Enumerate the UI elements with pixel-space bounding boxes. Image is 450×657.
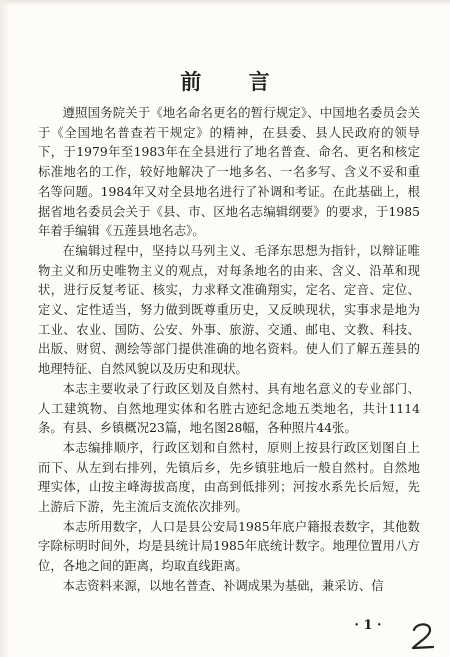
handwritten-page-mark xyxy=(408,620,438,652)
paragraph-1: 遵照国务院关于《地名命名更名的暂行规定》、中国地名委员会关于《全国地名普查若干规定》的精神，在县委、县人民政府的领导下，于1979年至1983年在全县进行了地名普查、命名、更名和核定标准地名的工作，较好地解决了一地多名、一名多写、含义不妥和重名等问题。1984年又对全县地名进行了补调和考证。在此基础上，根据省地名委员会关于《县、市、区地名志编辑纲要》的要求，于1985年着手编辑《五莲县地名志》。 xyxy=(38,106,420,239)
paragraph-4: 本志编排顺序，行政区划和自然村，原则上按县行政区划图自上而下、从左到右排列，先镇后乡，先乡镇驻地后一般自然村。自然地理实体，山按主峰海拔高度，由高到低排列；河按水系先长后短，先上游后下游，先主流后支流依次排列。 xyxy=(38,440,420,515)
paragraph-6: 本志资料来源，以地名普查、补调成果为基础，兼采访、信 xyxy=(62,578,384,593)
page-number: · 1 · xyxy=(354,618,382,633)
paragraph-5: 本志所用数字，人口是县公安局1985年底户籍报表数字，其他数字除标明时间外，均是县统计局1985年底统计数字。地理位置用八方位，各地之间的距离，均取直线距离。 xyxy=(38,519,420,574)
page-title: 前 言 xyxy=(180,69,290,94)
scan-edge-shadow xyxy=(0,0,450,6)
scan-edge-shadow-left xyxy=(0,0,10,657)
paragraph-3: 本志主要收录了行政区划及自然村、具有地名意义的专业部门、人工建筑物、自然地理实体和名胜古迹纪念地五类地名，共计1114条。有县、乡镇概况23篇，地名图28幅，各种照片44张。 xyxy=(38,381,420,436)
document-body xyxy=(38,104,420,597)
paragraph-2: 在编辑过程中，坚持以马列主义、毛泽东思想为指针，以辩证唯物主义和历史唯物主义的观点，对每条地名的由来、含义、沿革和现状，进行反复考证、核实，力求释文准确翔实，定名、定音、定位、定义、定性适当，努力做到既尊重历史，又反映现状，实事求是地为工业、农业、国防、公安、外事、旅游、交通、邮电、文教、科技、出版、财贸、测绘等部门提供准确的地名资料。使人们了解五莲县的地理特征、自然风貌以及历史和现状。 xyxy=(38,243,420,377)
